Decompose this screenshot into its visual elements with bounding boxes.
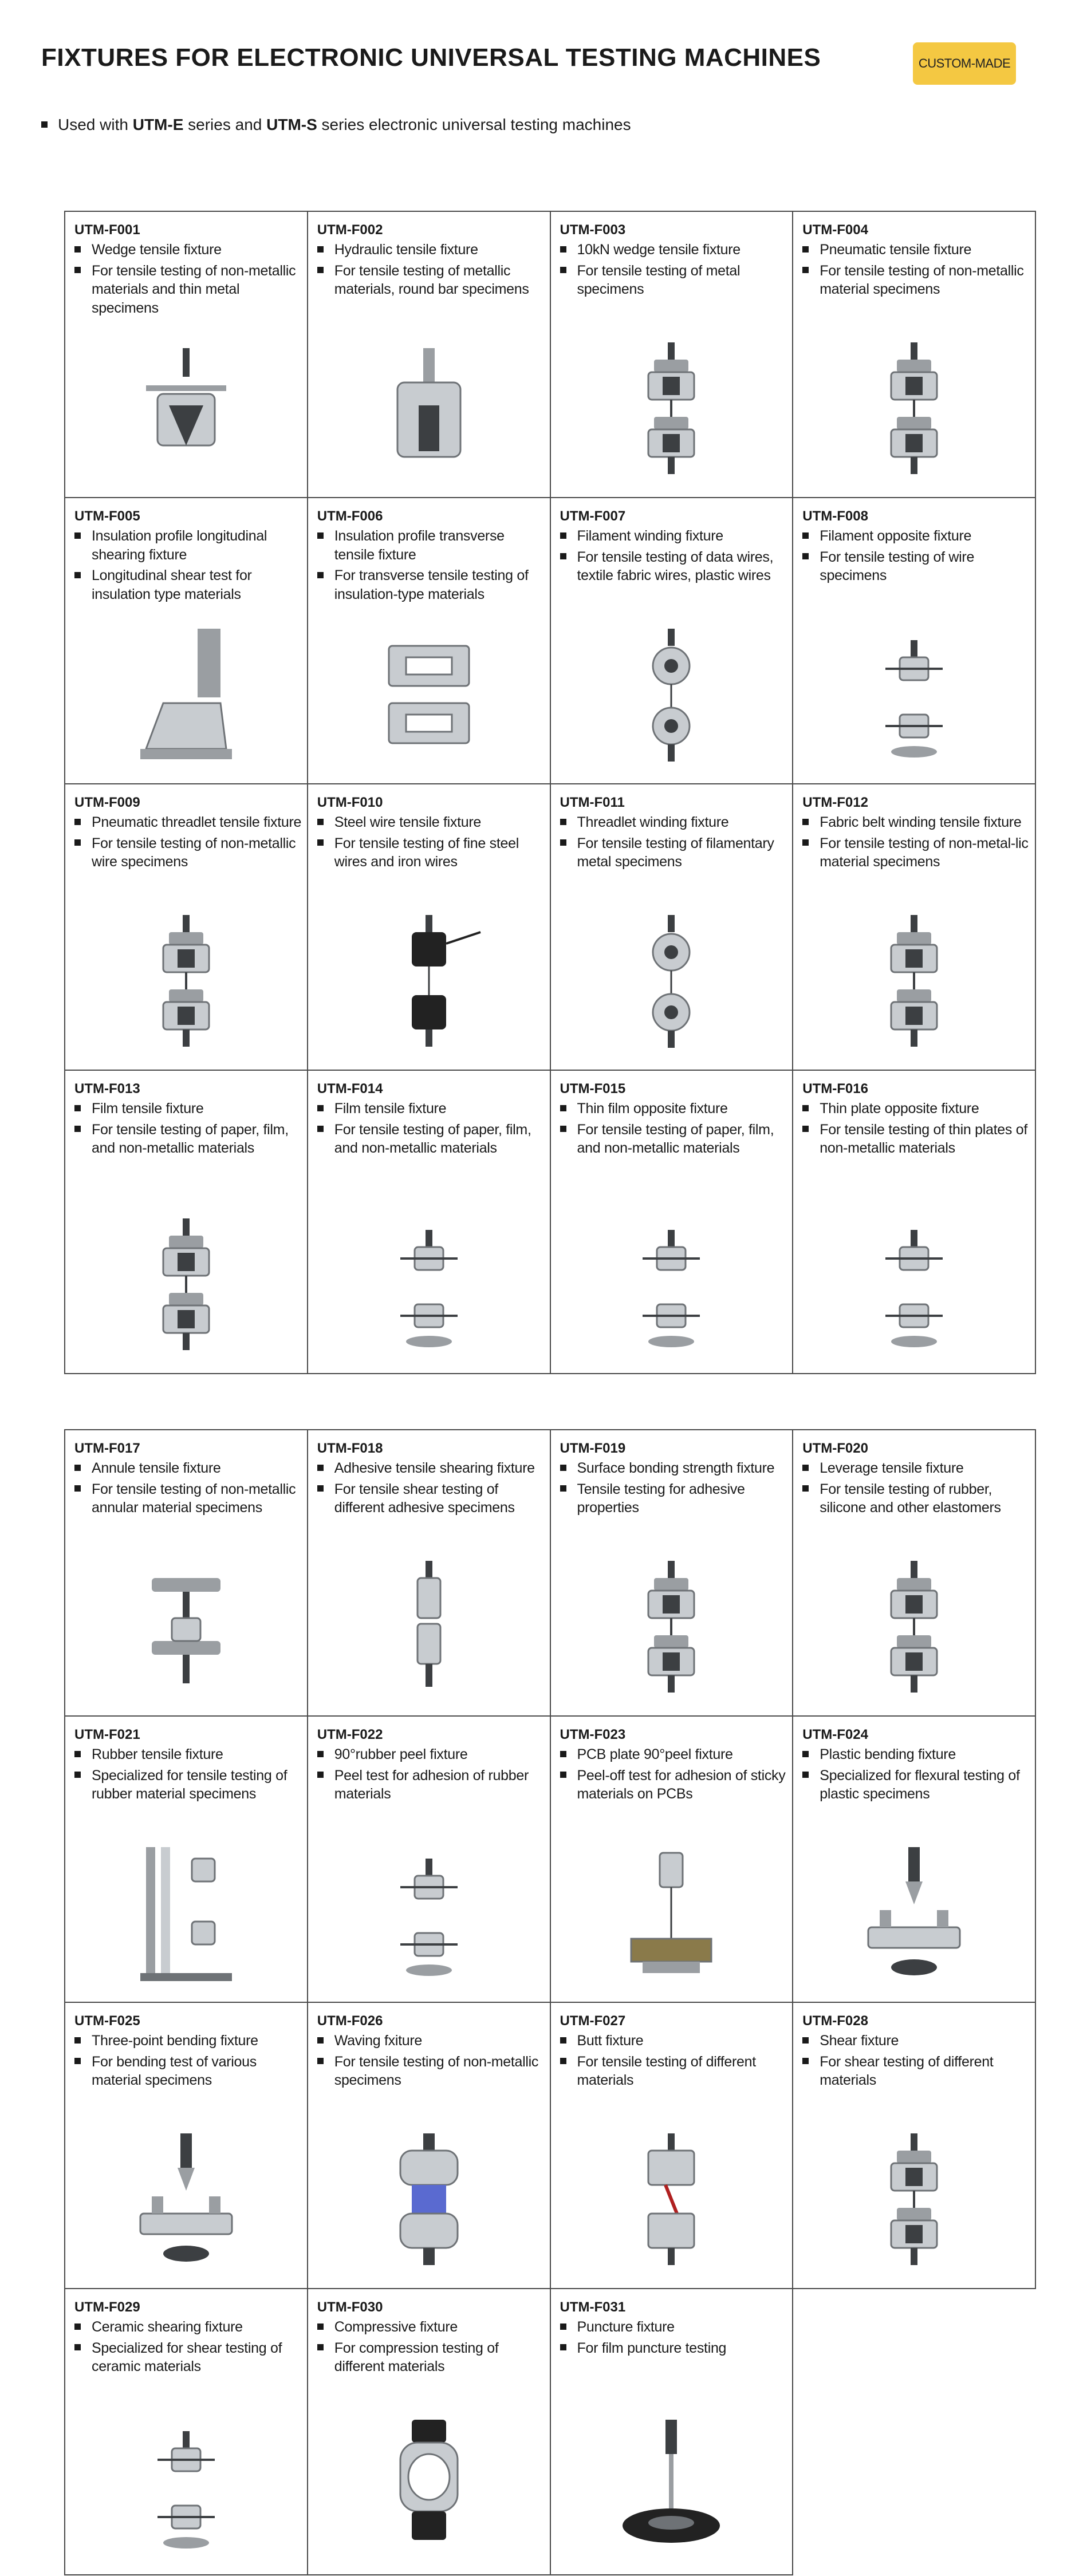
fixture-code: UTM-F004: [802, 222, 868, 238]
fixture-code: UTM-F013: [74, 1081, 140, 1096]
pcb-peel-icon: [608, 1841, 734, 1985]
bullet-square-icon: [560, 553, 566, 559]
fixture-name: Leverage tensile fixture: [802, 1459, 1035, 1478]
bullet-square-icon: [74, 1105, 81, 1111]
bullet-square-icon: [317, 2037, 324, 2044]
adhesive-fixture-icon: [366, 1555, 492, 1698]
bullet-square-icon: [74, 1772, 81, 1778]
wedge-fixture-icon: [123, 337, 249, 480]
model-utm-s: UTM-S: [266, 116, 317, 133]
fixture-card: [65, 784, 308, 1071]
bullet-square-icon: [317, 1105, 324, 1111]
butt-fixture-icon: [608, 2128, 734, 2271]
fixture-description: Specialized for flexural testing of plastic specimens: [802, 1766, 1035, 1804]
bullet-square-icon: [317, 246, 324, 253]
fixture-card: [308, 2003, 551, 2289]
fixture-description: For tensile testing of paper, film, and non-metallic materials: [560, 1121, 793, 1158]
bullet-square-icon: [317, 572, 324, 578]
bullet-square-icon: [74, 1751, 81, 1757]
bullet-square-icon: [802, 1485, 809, 1492]
bullet-square-icon: [560, 2344, 566, 2350]
fixture-code: UTM-F025: [74, 2013, 140, 2029]
bullet-square-icon: [560, 532, 566, 539]
fixture-code: UTM-F020: [802, 1441, 868, 1456]
bullet-square-icon: [317, 1751, 324, 1757]
fixture-code: UTM-F028: [802, 2013, 868, 2029]
bullet-square-icon: [802, 819, 809, 825]
steel-wire-fixture-icon: [366, 909, 492, 1052]
fixture-description: Specialized for shear testing of ceramic materials: [74, 2339, 307, 2376]
bullet-square-icon: [802, 1772, 809, 1778]
bullet-square-icon: [74, 267, 81, 273]
fixture-name: Shear fixture: [802, 2031, 1035, 2050]
bullet-square-icon: [41, 121, 48, 128]
fixture-code: UTM-F027: [560, 2013, 626, 2029]
fixture-description: For tensile testing of different materials: [560, 2053, 793, 2090]
shear-frame-icon: [123, 623, 249, 766]
bullet-square-icon: [317, 1772, 324, 1778]
bending-fixture-icon: [851, 1841, 977, 1985]
fixture-description: For tensile testing of wire specimens: [802, 548, 1035, 585]
fixture-description: For compression testing of different materials: [317, 2339, 550, 2376]
compression-fixture-icon: [366, 2414, 492, 2557]
fixture-card: [551, 1430, 794, 1717]
fixture-description: For tensile testing of non-metallic specimens: [317, 2053, 550, 2090]
fixture-name: Hydraulic tensile fixture: [317, 240, 550, 259]
opposite-fixture-icon: [366, 1841, 492, 1985]
profile-clamp-icon: [366, 623, 492, 766]
bullet-square-icon: [74, 1485, 81, 1492]
fixture-code: UTM-F007: [560, 508, 626, 524]
bullet-square-icon: [317, 532, 324, 539]
winding-fixture-icon: [608, 623, 734, 766]
fixture-name: Annule tensile fixture: [74, 1459, 307, 1478]
hydraulic-fixture-icon: [366, 337, 492, 480]
fixture-name: Pneumatic threadlet tensile fixture: [74, 813, 307, 832]
fixture-name: Film tensile fixture: [317, 1099, 550, 1118]
bullet-square-icon: [560, 2037, 566, 2044]
fixture-code: UTM-F012: [802, 795, 868, 810]
fixture-code: UTM-F015: [560, 1081, 626, 1096]
fixture-name: Filament winding fixture: [560, 527, 793, 546]
fixture-code: UTM-F029: [74, 2299, 140, 2315]
fixture-name: Thin film opposite fixture: [560, 1099, 793, 1118]
bullet-square-icon: [560, 1465, 566, 1471]
fixture-name: Wedge tensile fixture: [74, 240, 307, 259]
fixture-code: UTM-F003: [560, 222, 626, 238]
puncture-fixture-icon: [608, 2414, 734, 2557]
fixture-name: 10kN wedge tensile fixture: [560, 240, 793, 259]
fixture-card: [551, 1717, 794, 2003]
page-title: FIXTURES FOR ELECTRONIC UNIVERSAL TESTING MACHINES: [41, 44, 821, 72]
fixture-code: UTM-F008: [802, 508, 868, 524]
fixture-description: Peel test for adhesion of rubber materials: [317, 1766, 550, 1804]
bullet-square-icon: [317, 1465, 324, 1471]
bullet-square-icon: [560, 267, 566, 273]
fixture-code: UTM-F019: [560, 1441, 626, 1456]
fixture-code: UTM-F002: [317, 222, 383, 238]
bullet-square-icon: [802, 553, 809, 559]
bullet-square-icon: [802, 267, 809, 273]
bullet-square-icon: [317, 2344, 324, 2350]
fixture-description: For tensile testing of thin plates of non-metallic materials: [802, 1121, 1035, 1158]
grip-pair-icon: [608, 1555, 734, 1698]
bullet-square-icon: [317, 1485, 324, 1492]
bullet-square-icon: [74, 2323, 81, 2330]
fixture-description: For tensile testing of fine steel wires and iron wires: [317, 834, 550, 871]
bullet-square-icon: [560, 1105, 566, 1111]
fixture-name: Fabric belt winding tensile fixture: [802, 813, 1035, 832]
bullet-square-icon: [560, 1485, 566, 1492]
opposite-fixture-icon: [851, 1213, 977, 1356]
fixture-code: UTM-F001: [74, 222, 140, 238]
fixture-description: For tensile testing of non-metal-lic material specimens: [802, 834, 1035, 871]
fixture-card: [551, 1071, 794, 1374]
fixture-card: [551, 2003, 794, 2289]
fixture-description: Peel-off test for adhesion of sticky materials on PCBs: [560, 1766, 793, 1804]
fixture-code: UTM-F021: [74, 1727, 140, 1742]
bullet-square-icon: [802, 532, 809, 539]
bullet-square-icon: [317, 267, 324, 273]
fixture-description: For tensile testing of metallic materials, round bar specimens: [317, 262, 550, 299]
fixture-card: [308, 784, 551, 1071]
fixture-name: 90°rubber peel fixture: [317, 1745, 550, 1764]
fixture-card: [793, 784, 1036, 1071]
bullet-square-icon: [74, 2344, 81, 2350]
bullet-square-icon: [317, 2058, 324, 2064]
bullet-square-icon: [74, 2037, 81, 2044]
opposite-fixture-icon: [608, 1213, 734, 1356]
bullet-square-icon: [560, 839, 566, 846]
bullet-square-icon: [74, 819, 81, 825]
fixture-code: UTM-F010: [317, 795, 383, 810]
fixture-description: For tensile shear testing of different adhesive specimens: [317, 1480, 550, 1517]
fixture-description: For tensile testing of paper, film, and non-metallic materials: [74, 1121, 307, 1158]
intro-line: Used with UTM-E series and UTM-S series electronic universal testing machines: [41, 116, 631, 134]
fixture-name: Insulation profile transverse tensile fixture: [317, 527, 550, 564]
fixture-name: Compressive fixture: [317, 2318, 550, 2337]
bullet-square-icon: [802, 1105, 809, 1111]
fixture-card: [551, 212, 794, 498]
bullet-square-icon: [74, 532, 81, 539]
bullet-square-icon: [560, 819, 566, 825]
fixture-name: Film tensile fixture: [74, 1099, 307, 1118]
fixture-code: UTM-F011: [560, 795, 625, 810]
grip-pair-icon: [851, 1555, 977, 1698]
fixture-description: For tensile testing of metal specimens: [560, 262, 793, 299]
bullet-square-icon: [74, 572, 81, 578]
opposite-fixture-icon: [851, 623, 977, 766]
fixture-card: [308, 1717, 551, 2003]
bullet-square-icon: [560, 2058, 566, 2064]
fixture-description: For tensile testing of non-metallic annular material specimens: [74, 1480, 307, 1517]
fixture-description: For tensile testing of data wires, textile fabric wires, plastic wires: [560, 548, 793, 585]
fixtures-table-2: [64, 1429, 1036, 2575]
fixture-name: Adhesive tensile shearing fixture: [317, 1459, 550, 1478]
fixture-card: [308, 498, 551, 784]
bullet-square-icon: [317, 839, 324, 846]
bullet-square-icon: [74, 839, 81, 846]
fixture-name: Butt fixture: [560, 2031, 793, 2050]
annular-fixture-icon: [123, 1555, 249, 1698]
fixture-code: UTM-F017: [74, 1441, 140, 1456]
waving-fixture-icon: [366, 2128, 492, 2271]
empty-cell: [793, 2289, 1036, 2575]
fixture-description: For tensile testing of paper, film, and non-metallic materials: [317, 1121, 550, 1158]
bullet-square-icon: [802, 1751, 809, 1757]
grip-pair-icon: [608, 337, 734, 480]
fixture-card: [308, 1071, 551, 1374]
fixture-description: For transverse tensile testing of insulation-type materials: [317, 566, 550, 603]
fixture-description: For bending test of various material specimens: [74, 2053, 307, 2090]
fixture-name: Pneumatic tensile fixture: [802, 240, 1035, 259]
fixture-description: Longitudinal shear test for insulation type materials: [74, 566, 307, 603]
fixture-card: [65, 2289, 308, 2575]
bullet-square-icon: [560, 246, 566, 253]
fixture-code: UTM-F014: [317, 1081, 383, 1096]
fixture-card: [793, 2003, 1036, 2289]
fixture-code: UTM-F005: [74, 508, 140, 524]
bullet-square-icon: [560, 2323, 566, 2330]
fixture-code: UTM-F030: [317, 2299, 383, 2315]
grip-pair-icon: [851, 337, 977, 480]
fixture-card: [65, 1717, 308, 2003]
bullet-square-icon: [74, 2058, 81, 2064]
fixture-card: [551, 498, 794, 784]
bullet-square-icon: [74, 1465, 81, 1471]
fixture-description: For tensile testing of non-metallic wire specimens: [74, 834, 307, 871]
fixture-name: Plastic bending fixture: [802, 1745, 1035, 1764]
fixture-card: [308, 1430, 551, 1717]
opposite-fixture-icon: [366, 1213, 492, 1356]
bullet-square-icon: [317, 819, 324, 825]
fixture-code: UTM-F031: [560, 2299, 626, 2315]
fixture-card: [793, 1717, 1036, 2003]
bullet-square-icon: [802, 839, 809, 846]
bullet-square-icon: [74, 246, 81, 253]
opposite-fixture-icon: [123, 2414, 249, 2557]
fixture-name: Waving fxiture: [317, 2031, 550, 2050]
bullet-square-icon: [802, 246, 809, 253]
grip-pair-icon: [123, 909, 249, 1052]
fixture-name: Three-point bending fixture: [74, 2031, 307, 2050]
fixture-description: Specialized for tensile testing of rubber material specimens: [74, 1766, 307, 1804]
bullet-square-icon: [802, 1465, 809, 1471]
fixture-card: [65, 2003, 308, 2289]
fixture-card: [308, 212, 551, 498]
fixture-name: Insulation profile longitudinal shearing fixture: [74, 527, 307, 564]
fixture-description: For tensile testing of non-metallic material specimens: [802, 262, 1035, 299]
fixture-card: [551, 784, 794, 1071]
winding-fixture-icon: [608, 909, 734, 1052]
fixture-code: UTM-F009: [74, 795, 140, 810]
bullet-square-icon: [317, 2323, 324, 2330]
bending-fixture-icon: [123, 2128, 249, 2271]
fixture-name: Thin plate opposite fixture: [802, 1099, 1035, 1118]
bullet-square-icon: [317, 1126, 324, 1132]
fixture-code: UTM-F023: [560, 1727, 626, 1742]
fixture-code: UTM-F022: [317, 1727, 383, 1742]
bullet-square-icon: [802, 2037, 809, 2044]
fixtures-table-1: [64, 211, 1036, 1374]
fixture-description: Tensile testing for adhesive properties: [560, 1480, 793, 1517]
bullet-square-icon: [802, 2058, 809, 2064]
fixture-card: [793, 1430, 1036, 1717]
fixture-code: UTM-F018: [317, 1441, 383, 1456]
fixture-card: [65, 498, 308, 784]
model-utm-e: UTM-E: [132, 116, 184, 133]
custom-made-badge: CUSTOM-MADE: [913, 42, 1016, 85]
fixture-name: Puncture fixture: [560, 2318, 793, 2337]
fixture-card: [793, 212, 1036, 498]
fixture-code: UTM-F006: [317, 508, 383, 524]
fixture-description: For shear testing of different materials: [802, 2053, 1035, 2090]
fixture-name: Steel wire tensile fixture: [317, 813, 550, 832]
rubber-stand-icon: [123, 1841, 249, 1985]
grip-pair-icon: [123, 1213, 249, 1356]
fixture-description: For tensile testing of non-metallic materials and thin metal specimens: [74, 262, 307, 318]
bullet-square-icon: [74, 1126, 81, 1132]
bullet-square-icon: [560, 1751, 566, 1757]
fixture-description: For film puncture testing: [560, 2339, 793, 2358]
fixture-name: Surface bonding strength fixture: [560, 1459, 793, 1478]
fixture-card: [551, 2289, 794, 2575]
fixture-name: Filament opposite fixture: [802, 527, 1035, 546]
fixture-description: For tensile testing of filamentary metal specimens: [560, 834, 793, 871]
fixture-card: [793, 498, 1036, 784]
bullet-square-icon: [802, 1126, 809, 1132]
grip-pair-icon: [851, 2128, 977, 2271]
fixture-code: UTM-F026: [317, 2013, 383, 2029]
fixture-code: UTM-F016: [802, 1081, 868, 1096]
fixture-name: Rubber tensile fixture: [74, 1745, 307, 1764]
fixture-card: [793, 1071, 1036, 1374]
fixture-card: [65, 212, 308, 498]
fixture-name: PCB plate 90°peel fixture: [560, 1745, 793, 1764]
fixture-description: For tensile testing of rubber, silicone and other elastomers: [802, 1480, 1035, 1517]
bullet-square-icon: [560, 1772, 566, 1778]
fixture-card: [65, 1430, 308, 1717]
fixture-name: Threadlet winding fixture: [560, 813, 793, 832]
fixture-code: UTM-F024: [802, 1727, 868, 1742]
fixture-name: Ceramic shearing fixture: [74, 2318, 307, 2337]
grip-pair-icon: [851, 909, 977, 1052]
bullet-square-icon: [560, 1126, 566, 1132]
fixture-card: [308, 2289, 551, 2575]
fixture-card: [65, 1071, 308, 1374]
